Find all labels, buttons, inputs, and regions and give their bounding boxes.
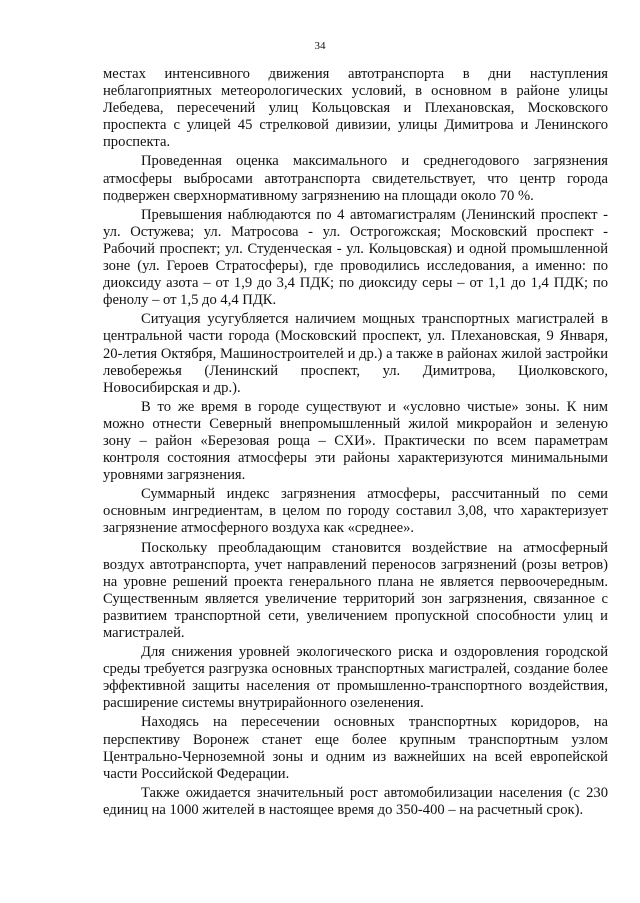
document-body [103, 66, 608, 819]
paragraph-wind-directions: Поскольку преобладающим становится воздействие на атмосферный воздух автотранспорта, учет направлений переносов загрязнений (розы ветров) на уровне решений проекта генерального плана не является первоочередным. Существенным является увеличение территорий зон загрязнения, связанное с развитием транспортной сети, увеличением пропускной способности улиц и магистралей. [103, 539, 608, 641]
page-number: 34 [314, 40, 326, 52]
paragraph-pollution-index: Суммарный индекс загрязнения атмосферы, рассчитанный по семи основным ингредиентам, в целом по городу составил 3,08, что характеризует загрязнение атмосферного воздуха как «среднее». [103, 486, 608, 537]
paragraph-pollution-assessment: Проведенная оценка максимального и среднегодового загрязнения атмосферы выбросами автотранспорта свидетельствует, что центр города подвержен сверхнормативному загрязнению на площади около 70 %. [103, 153, 608, 204]
paragraph-motorization-growth: Также ожидается значительный рост автомобилизации населения (с 230 единиц на 1000 жителей в настоящее время до 350-400 – на расчетный срок). [103, 784, 608, 818]
paragraph-continuation: местах интенсивного движения автотранспорта в дни наступления неблагоприятных метеорологических условий, в основном в районе улицы Лебедева, пересечений улиц Кольцовская и Плехановская, Московского проспекта с улицей 45 стрелковой дивизии, улицы Димитрова и Ленинского проспекта. [103, 66, 608, 151]
paragraph-transport-arteries: Ситуация усугубляется наличием мощных транспортных магистралей в центральной части города (Московский проспект, ул. Плехановская, 9 Января, 20-летия Октября, Машиностроителей и др.) а также в районах жилой застройки левобережья (Ленинский проспект, ул. Димитрова, Циолковского, Новосибирская и др.). [103, 311, 608, 396]
paragraph-clean-zones: В то же время в городе существуют и «условно чистые» зоны. К ним можно отнести Северный внепромышленный жилой микрорайон и зеленую зону – район «Березовая роща – СХИ». Практически по всем параметрам контроля состояния атмосферы эти районы характеризуются минимальными уровнями загрязнения. [103, 398, 608, 484]
paragraph-transport-hub: Находясь на пересечении основных транспортных коридоров, на перспективу Воронеж станет еще более крупным транспортным узлом Центрально-Черноземной зоны и одним из важнейших на всей европейской части Российской Федерации. [103, 714, 608, 782]
paragraph-exceedances: Превышения наблюдаются по 4 автомагистралям (Ленинский проспект - ул. Остужева; ул. Матросова - ул. Острогожская; Московский проспект - Рабочий проспект; ул. Студенческая - ул. Кольцовская) и одной промышленной зоне (ул. Героев Стратосферы), где проводились исследования, а именно: по диоксиду азота – от 1,9 до 3,4 ПДК; по диоксиду серы – от 1,1 до 1,4 ПДК; по фенолу – от 1,5 до 4,4 ПДК. [103, 206, 608, 309]
paragraph-risk-reduction: Для снижения уровней экологического риска и оздоровления городской среды требуется разгрузка основных транспортных магистралей, создание более эффективной защиты населения от промышленно-транспортного воздействия, расширение системы внутрирайонного озеленения. [103, 644, 608, 712]
